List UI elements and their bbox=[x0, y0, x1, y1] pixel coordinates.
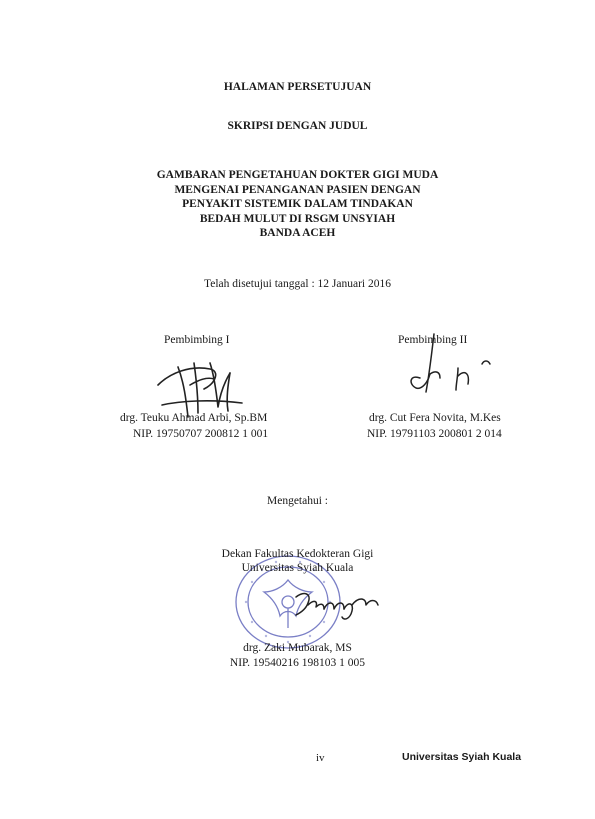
dean-name: drg. Zaki Mubarak, MS bbox=[243, 642, 352, 654]
title-line: GAMBARAN PENGETAHUAN DOKTER GIGI MUDA bbox=[156, 169, 439, 181]
advisor2-role: Pembimbing II bbox=[398, 334, 468, 346]
advisor1-nip: NIP. 19750707 200812 1 001 bbox=[133, 428, 269, 440]
page-subheading: SKRIPSI DENGAN JUDUL bbox=[227, 120, 368, 132]
dean-signature-icon bbox=[290, 585, 382, 625]
approval-date: Telah disetujui tanggal : 12 Januari 2016 bbox=[204, 278, 391, 290]
thesis-title bbox=[0, 168, 595, 241]
dean-position-line2: Universitas Syiah Kuala bbox=[241, 562, 354, 574]
advisor1-role: Pembimbing I bbox=[164, 334, 230, 346]
dean-position-line1: Dekan Fakultas Kedokteran Gigi bbox=[221, 548, 374, 560]
title-line: BANDA ACEH bbox=[259, 227, 336, 240]
advisor2-nip: NIP. 19791103 200801 2 014 bbox=[367, 428, 502, 440]
advisor2-name: drg. Cut Fera Novita, M.Kes bbox=[369, 412, 501, 424]
title-line: PENYAKIT SISTEMIK DALAM TINDAKAN bbox=[182, 198, 413, 211]
title-line: BEDAH MULUT DI RSGM UNSYIAH bbox=[199, 212, 396, 225]
advisor1-name: drg. Teuku Ahmad Arbi, Sp.BM bbox=[120, 412, 268, 424]
advisor2-signature-icon bbox=[400, 330, 500, 400]
dean-nip: NIP. 19540216 198103 1 005 bbox=[229, 657, 366, 669]
title-line: MENGENAI PENANGANAN PASIEN DENGAN bbox=[174, 183, 421, 196]
page-number: iv bbox=[316, 752, 325, 764]
page-heading: HALAMAN PERSETUJUAN bbox=[223, 81, 372, 93]
footer-brand: Universitas Syiah Kuala bbox=[402, 751, 522, 763]
acknowledged-label: Mengetahui : bbox=[267, 495, 328, 507]
